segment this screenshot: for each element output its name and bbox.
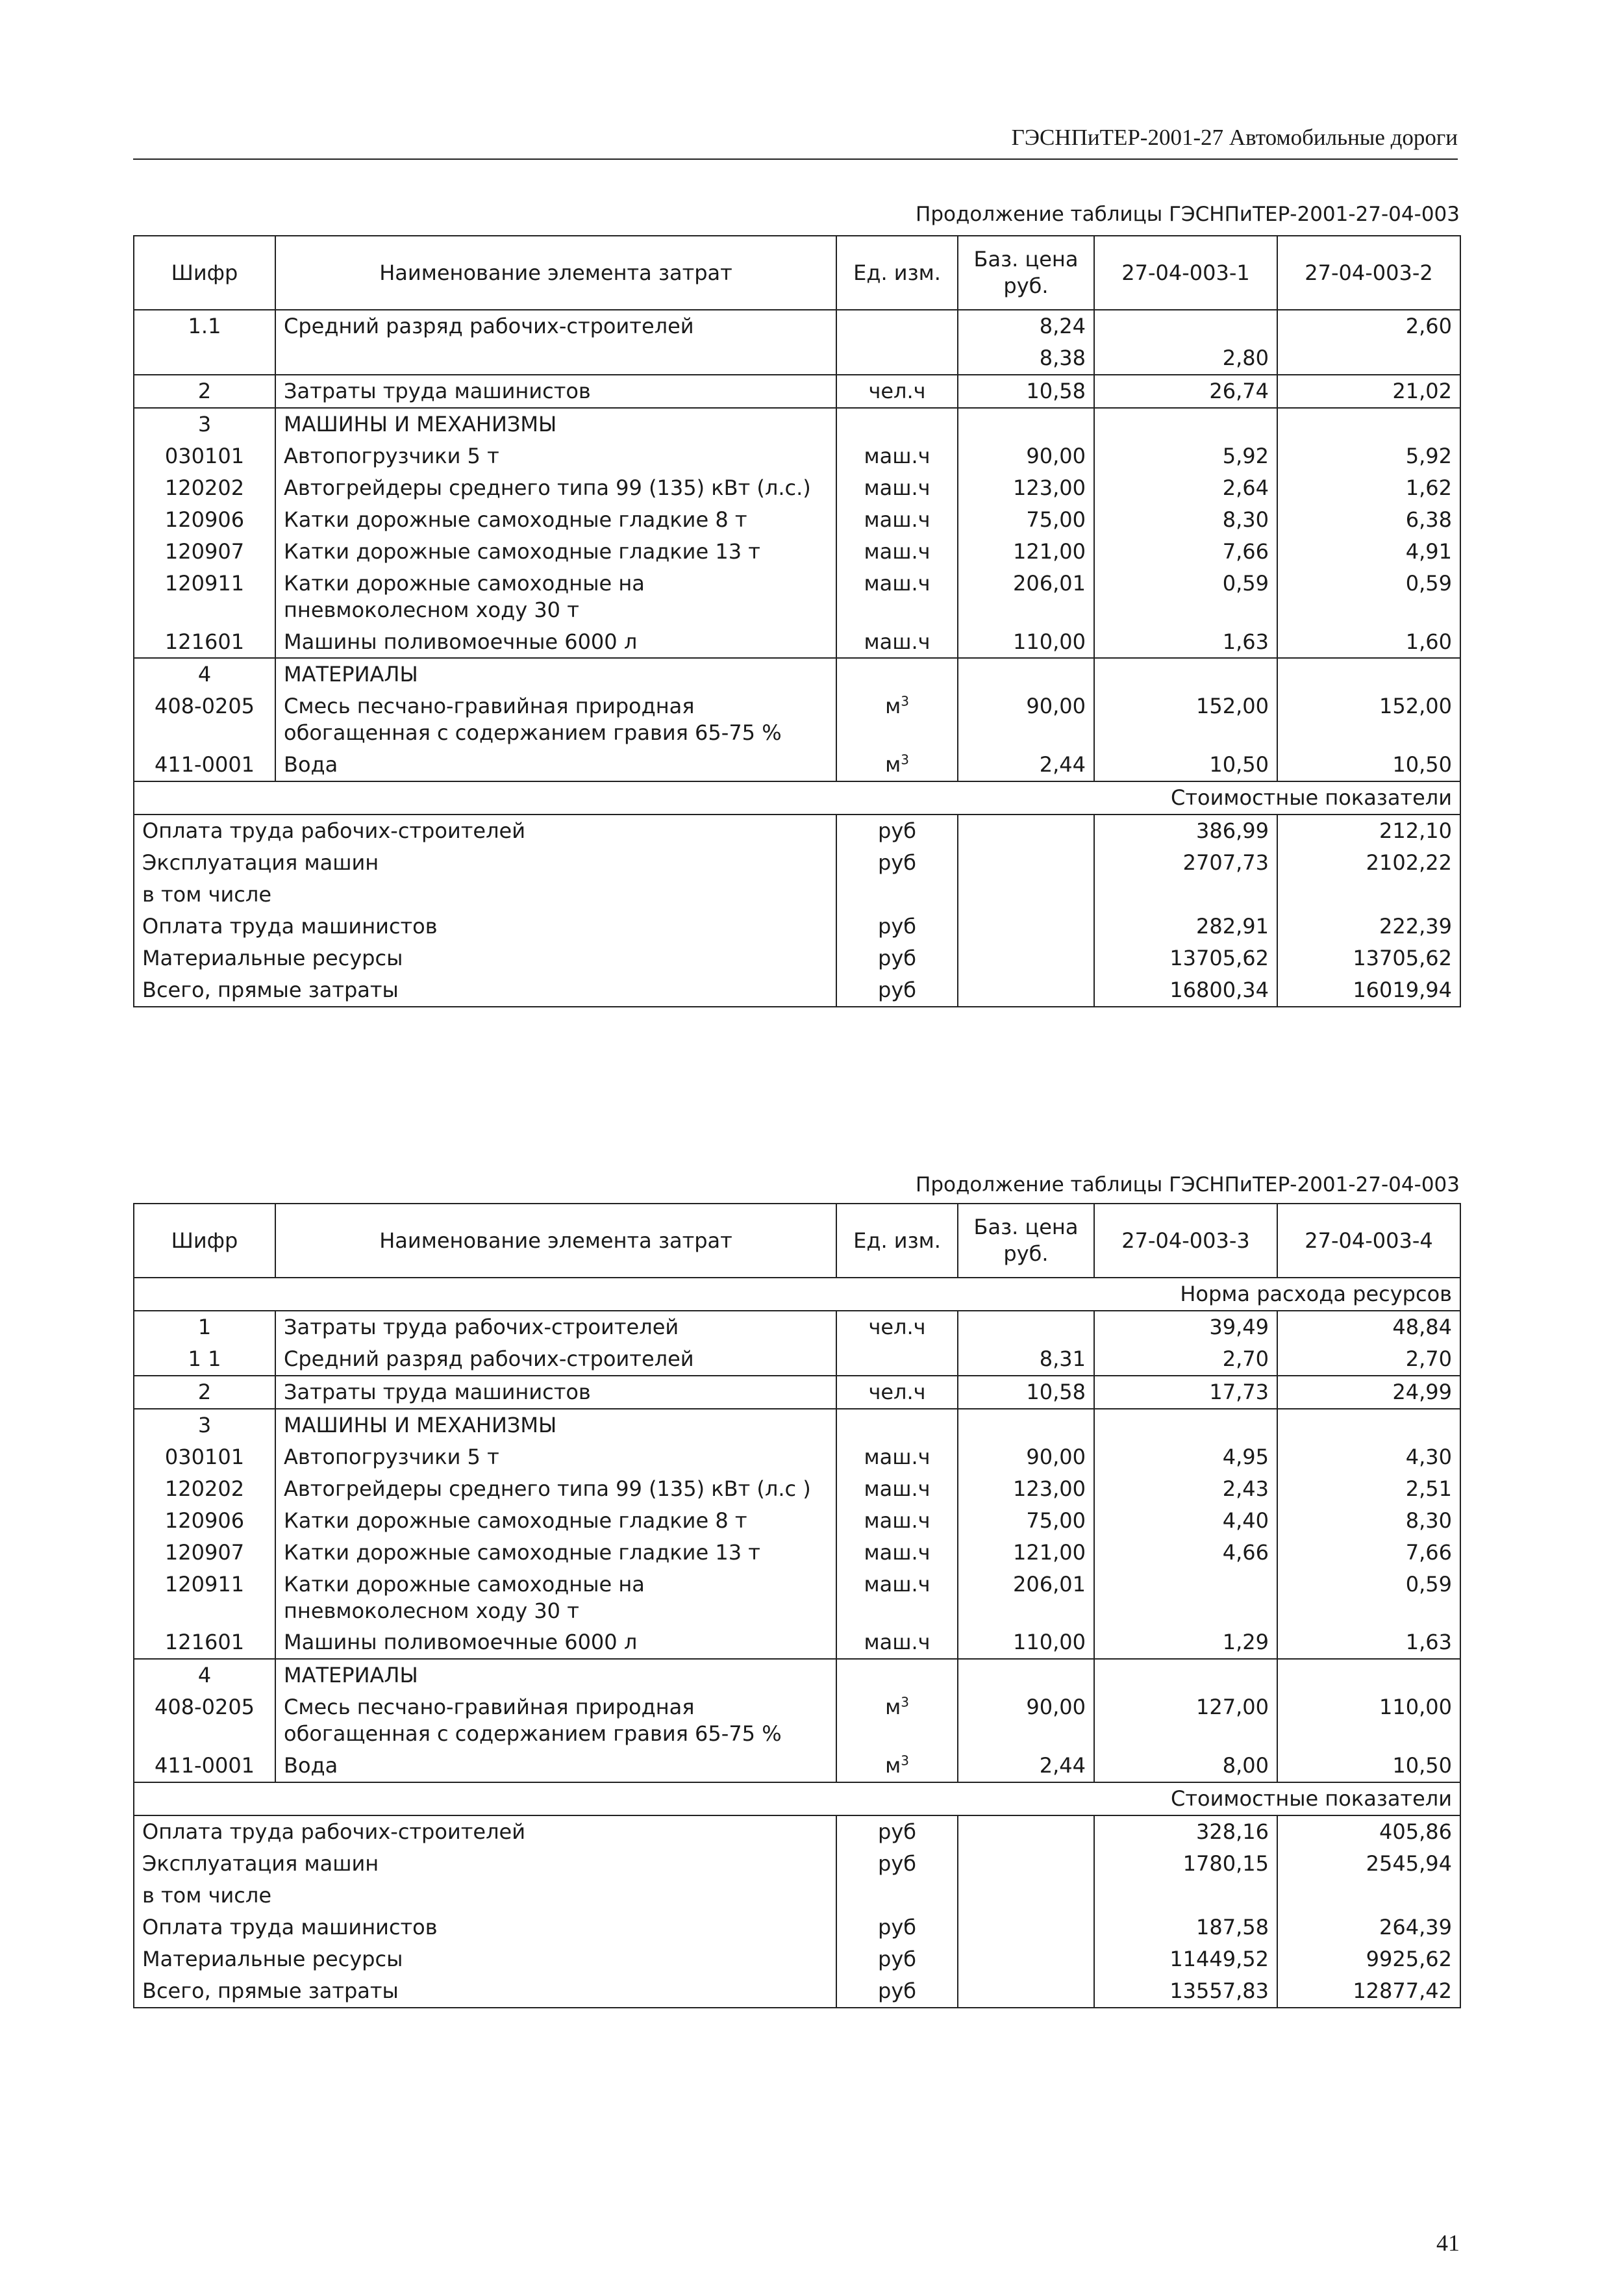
cost-title-row	[134, 781, 1460, 815]
cost-row	[134, 1848, 1460, 1880]
row-value-b: 21,02	[1277, 375, 1460, 408]
row-code: 120907	[134, 536, 275, 568]
row-name	[275, 342, 836, 375]
cost-unit: руб	[836, 1815, 958, 1848]
cost-value-a	[1094, 879, 1277, 911]
row-unit: маш.ч	[836, 472, 958, 504]
cost-empty	[958, 815, 1094, 847]
cost-label: Эксплуатация машин	[134, 1848, 836, 1880]
cost-label: Материальные ресурсы	[134, 1943, 836, 1975]
table-row	[134, 1691, 1460, 1750]
cost-title: Стоимостные показатели	[134, 781, 1460, 815]
row-value-a	[1094, 310, 1277, 342]
row-value-b: 0,59	[1277, 568, 1460, 626]
cost-row	[134, 879, 1460, 911]
row-name: Машины поливомоечные 6000 л	[275, 626, 836, 659]
row-unit	[836, 310, 958, 342]
cost-row	[134, 1943, 1460, 1975]
cost-row	[134, 974, 1460, 1007]
row-value-b: 152,00	[1277, 690, 1460, 749]
column-header: Ед. изм.	[836, 1204, 958, 1278]
row-unit: $м^3$	[836, 1750, 958, 1782]
row-unit: маш.ч	[836, 1569, 958, 1627]
table-header-row	[134, 236, 1460, 310]
row-name: Смесь песчано-гравийная природная обогащенная с содержанием гравия 65-75 %	[275, 1691, 836, 1750]
table-row	[134, 749, 1460, 781]
table-row	[134, 1537, 1460, 1569]
row-name: Катки дорожные самоходные гладкие 13 т	[275, 1537, 836, 1569]
column-header: Наименование элемента затрат	[275, 236, 836, 310]
row-base-price	[958, 408, 1094, 440]
cost-label: в том числе	[134, 1880, 836, 1912]
row-unit	[836, 408, 958, 440]
row-code: 411-0001	[134, 749, 275, 781]
section-title: МАШИНЫ И МЕХАНИЗМЫ	[275, 408, 836, 440]
row-value-b: 8,30	[1277, 1505, 1460, 1537]
cost-unit: руб	[836, 847, 958, 879]
column-header: 27-04-003-2	[1277, 236, 1460, 310]
row-value-a: 5,92	[1094, 440, 1277, 472]
row-unit	[836, 1659, 958, 1691]
cost-unit: руб	[836, 1912, 958, 1943]
cost-label: Всего, прямые затраты	[134, 974, 836, 1007]
row-code: 120907	[134, 1537, 275, 1569]
row-base-price: 10,58	[958, 375, 1094, 408]
norm-title-row	[134, 1278, 1460, 1311]
row-base-price: 110,00	[958, 626, 1094, 659]
row-value-a: 127,00	[1094, 1691, 1277, 1750]
row-unit: $м^3$	[836, 749, 958, 781]
row-unit: чел.ч	[836, 375, 958, 408]
row-name: Автопогрузчики 5 т	[275, 440, 836, 472]
row-value-b: 24,99	[1277, 1376, 1460, 1409]
row-base-price	[958, 1659, 1094, 1691]
table-row	[134, 310, 1460, 342]
page-number: 41	[1436, 2230, 1460, 2256]
cost-unit: руб	[836, 942, 958, 974]
row-value-a: 4,95	[1094, 1441, 1277, 1473]
row-unit: маш.ч	[836, 1537, 958, 1569]
column-header: Баз. цена руб.	[958, 236, 1094, 310]
table-row	[134, 1376, 1460, 1409]
cost-value-a	[1094, 1880, 1277, 1912]
row-base-price: 8,24	[958, 310, 1094, 342]
row-base-price: 123,00	[958, 472, 1094, 504]
row-value-a: 4,40	[1094, 1505, 1277, 1537]
row-code: 2	[134, 375, 275, 408]
column-header: Шифр	[134, 236, 275, 310]
row-value-a: 0,59	[1094, 568, 1277, 626]
cost-empty	[958, 1880, 1094, 1912]
cost-unit: руб	[836, 815, 958, 847]
row-code: 120906	[134, 1505, 275, 1537]
cost-value-b	[1277, 1880, 1460, 1912]
row-code: 120911	[134, 1569, 275, 1627]
row-code: 2	[134, 1376, 275, 1409]
row-value-a: 2,64	[1094, 472, 1277, 504]
row-code: 120202	[134, 472, 275, 504]
norm-title: Норма расхода ресурсов	[134, 1278, 1460, 1311]
cost-value-a: 13705,62	[1094, 942, 1277, 974]
cost-empty	[958, 974, 1094, 1007]
cost-label: Оплата труда машинистов	[134, 911, 836, 942]
cost-empty	[958, 847, 1094, 879]
row-base-price	[958, 658, 1094, 690]
table-row	[134, 1441, 1460, 1473]
row-unit: маш.ч	[836, 1626, 958, 1659]
row-base-price: 110,00	[958, 1626, 1094, 1659]
row-value-b: 110,00	[1277, 1691, 1460, 1750]
cost-value-b: 9925,62	[1277, 1943, 1460, 1975]
cost-value-a: 1780,15	[1094, 1848, 1277, 1880]
row-name: Машины поливомоечные 6000 л	[275, 1626, 836, 1659]
cost-row	[134, 942, 1460, 974]
cost-value-a: 386,99	[1094, 815, 1277, 847]
cost-empty	[958, 1815, 1094, 1848]
row-code: 120906	[134, 504, 275, 536]
row-base-price: 206,01	[958, 568, 1094, 626]
table-row	[134, 1311, 1460, 1343]
row-unit: маш.ч	[836, 536, 958, 568]
row-value-a: 2,80	[1094, 342, 1277, 375]
row-value-b	[1277, 408, 1460, 440]
table-row	[134, 342, 1460, 375]
column-header: Баз. цена руб.	[958, 1204, 1094, 1278]
page-header: ГЭСНПиТЕР-2001-27 Автомобильные дороги	[133, 125, 1458, 160]
table-row	[134, 536, 1460, 568]
row-unit: $м^3$	[836, 1691, 958, 1750]
row-base-price: 10,58	[958, 1376, 1094, 1409]
row-unit: маш.ч	[836, 1473, 958, 1505]
table-row	[134, 690, 1460, 749]
row-code: 3	[134, 1409, 275, 1441]
column-header: Ед. изм.	[836, 236, 958, 310]
row-unit: маш.ч	[836, 440, 958, 472]
row-base-price: 90,00	[958, 440, 1094, 472]
row-name: Затраты труда рабочих-строителей	[275, 1311, 836, 1343]
cost-title-row	[134, 1782, 1460, 1815]
section-title: МАТЕРИАЛЫ	[275, 1659, 836, 1691]
cost-row	[134, 1880, 1460, 1912]
table-row	[134, 375, 1460, 408]
row-base-price: 121,00	[958, 1537, 1094, 1569]
row-value-a	[1094, 1409, 1277, 1441]
row-base-price: 121,00	[958, 536, 1094, 568]
cost-value-a: 11449,52	[1094, 1943, 1277, 1975]
row-value-b	[1277, 1409, 1460, 1441]
cost-value-a: 13557,83	[1094, 1975, 1277, 2008]
row-value-b: 2,70	[1277, 1343, 1460, 1376]
section-row	[134, 658, 1460, 690]
cost-empty	[958, 942, 1094, 974]
row-value-a: 1,29	[1094, 1626, 1277, 1659]
row-code: 1	[134, 1311, 275, 1343]
cost-value-b: 2545,94	[1277, 1848, 1460, 1880]
row-base-price: 90,00	[958, 690, 1094, 749]
cost-value-b: 405,86	[1277, 1815, 1460, 1848]
cost-label: Оплата труда машинистов	[134, 1912, 836, 1943]
row-unit: чел.ч	[836, 1311, 958, 1343]
row-base-price: 206,01	[958, 1569, 1094, 1627]
cost-title: Стоимостные показатели	[134, 1782, 1460, 1815]
table-row	[134, 1626, 1460, 1659]
cost-row	[134, 1975, 1460, 2008]
row-code: 4	[134, 1659, 275, 1691]
row-unit: маш.ч	[836, 626, 958, 659]
row-base-price: 90,00	[958, 1691, 1094, 1750]
row-base-price: 8,38	[958, 342, 1094, 375]
row-unit: $м^3$	[836, 690, 958, 749]
row-name: Катки дорожные самоходные на пневмоколесном ходу 30 т	[275, 1569, 836, 1627]
row-name: Смесь песчано-гравийная природная обогащенная с содержанием гравия 65-75 %	[275, 690, 836, 749]
row-unit: маш.ч	[836, 1505, 958, 1537]
cost-value-a: 187,58	[1094, 1912, 1277, 1943]
row-value-a: 2,70	[1094, 1343, 1277, 1376]
row-code: 120911	[134, 568, 275, 626]
row-unit: маш.ч	[836, 568, 958, 626]
section-title: МАТЕРИАЛЫ	[275, 658, 836, 690]
row-name: Затраты труда машинистов	[275, 1376, 836, 1409]
row-value-a: 4,66	[1094, 1537, 1277, 1569]
row-value-a: 1,63	[1094, 626, 1277, 659]
cost-value-b: 212,10	[1277, 815, 1460, 847]
row-value-b: 1,60	[1277, 626, 1460, 659]
table-row	[134, 1750, 1460, 1782]
row-base-price: 75,00	[958, 504, 1094, 536]
table-caption: Продолжение таблицы ГЭСНПиТЕР-2001-27-04-003	[916, 1173, 1460, 1196]
cost-row	[134, 1912, 1460, 1943]
resource-table-1	[133, 235, 1461, 1007]
cost-unit: руб	[836, 1943, 958, 1975]
row-code: 1 1	[134, 1343, 275, 1376]
row-value-a: 39,49	[1094, 1311, 1277, 1343]
row-code: 3	[134, 408, 275, 440]
section-row	[134, 1409, 1460, 1441]
column-header: Шифр	[134, 1204, 275, 1278]
row-code: 408-0205	[134, 690, 275, 749]
cost-empty	[958, 1912, 1094, 1943]
row-code: 121601	[134, 626, 275, 659]
row-code: 030101	[134, 1441, 275, 1473]
row-value-a	[1094, 658, 1277, 690]
row-name: Средний разряд рабочих-строителей	[275, 1343, 836, 1376]
row-value-b: 48,84	[1277, 1311, 1460, 1343]
row-value-b: 1,63	[1277, 1626, 1460, 1659]
table-caption: Продолжение таблицы ГЭСНПиТЕР-2001-27-04-003	[916, 203, 1460, 226]
row-unit: маш.ч	[836, 1441, 958, 1473]
row-value-b: 5,92	[1277, 440, 1460, 472]
row-code	[134, 342, 275, 375]
row-value-a: 152,00	[1094, 690, 1277, 749]
cost-unit: руб	[836, 1848, 958, 1880]
row-name: Автогрейдеры среднего типа 99 (135) кВт (л.с )	[275, 1473, 836, 1505]
cost-value-b: 222,39	[1277, 911, 1460, 942]
row-name: Затраты труда машинистов	[275, 375, 836, 408]
row-name: Вода	[275, 749, 836, 781]
row-name: Катки дорожные самоходные на пневмоколесном ходу 30 т	[275, 568, 836, 626]
row-value-a	[1094, 1659, 1277, 1691]
row-code: 411-0001	[134, 1750, 275, 1782]
row-unit	[836, 1409, 958, 1441]
cost-empty	[958, 879, 1094, 911]
row-base-price: 2,44	[958, 749, 1094, 781]
table-row	[134, 1343, 1460, 1376]
cost-value-a: 282,91	[1094, 911, 1277, 942]
row-value-a: 10,50	[1094, 749, 1277, 781]
row-base-price: 75,00	[958, 1505, 1094, 1537]
row-value-a: 7,66	[1094, 536, 1277, 568]
table-row	[134, 472, 1460, 504]
cost-label: Материальные ресурсы	[134, 942, 836, 974]
row-code: 030101	[134, 440, 275, 472]
section-row	[134, 408, 1460, 440]
row-value-b	[1277, 342, 1460, 375]
column-header: 27-04-003-3	[1094, 1204, 1277, 1278]
cost-row	[134, 911, 1460, 942]
row-name: Катки дорожные самоходные гладкие 8 т	[275, 504, 836, 536]
row-value-b: 0,59	[1277, 1569, 1460, 1627]
cost-value-b: 2102,22	[1277, 847, 1460, 879]
row-base-price: 90,00	[958, 1441, 1094, 1473]
table-row	[134, 440, 1460, 472]
row-value-a: 17,73	[1094, 1376, 1277, 1409]
cost-unit: руб	[836, 911, 958, 942]
row-value-a	[1094, 1569, 1277, 1627]
cost-unit: руб	[836, 1975, 958, 2008]
section-row	[134, 1659, 1460, 1691]
row-base-price: 8,31	[958, 1343, 1094, 1376]
cost-value-b	[1277, 879, 1460, 911]
row-base-price: 123,00	[958, 1473, 1094, 1505]
cost-value-a: 16800,34	[1094, 974, 1277, 1007]
row-value-b: 2,60	[1277, 310, 1460, 342]
cost-value-b: 16019,94	[1277, 974, 1460, 1007]
row-value-b: 1,62	[1277, 472, 1460, 504]
table-header-row	[134, 1204, 1460, 1278]
cost-row	[134, 1815, 1460, 1848]
resource-table-2	[133, 1203, 1461, 2008]
row-code: 120202	[134, 1473, 275, 1505]
row-value-a: 2,43	[1094, 1473, 1277, 1505]
row-value-b: 10,50	[1277, 749, 1460, 781]
row-name: Автопогрузчики 5 т	[275, 1441, 836, 1473]
cost-label: Эксплуатация машин	[134, 847, 836, 879]
row-name: Автогрейдеры среднего типа 99 (135) кВт (л.с.)	[275, 472, 836, 504]
table-row	[134, 1505, 1460, 1537]
row-value-a: 8,30	[1094, 504, 1277, 536]
cost-value-b: 12877,42	[1277, 1975, 1460, 2008]
column-header: Наименование элемента затрат	[275, 1204, 836, 1278]
row-value-a	[1094, 408, 1277, 440]
row-value-b: 4,30	[1277, 1441, 1460, 1473]
row-value-a: 8,00	[1094, 1750, 1277, 1782]
section-title: МАШИНЫ И МЕХАНИЗМЫ	[275, 1409, 836, 1441]
row-base-price	[958, 1311, 1094, 1343]
row-value-b: 2,51	[1277, 1473, 1460, 1505]
cost-empty	[958, 1975, 1094, 2008]
row-unit: маш.ч	[836, 504, 958, 536]
row-value-b: 10,50	[1277, 1750, 1460, 1782]
cost-empty	[958, 911, 1094, 942]
row-value-b	[1277, 1659, 1460, 1691]
row-name: Катки дорожные самоходные гладкие 13 т	[275, 536, 836, 568]
row-code: 1.1	[134, 310, 275, 342]
row-value-a: 26,74	[1094, 375, 1277, 408]
cost-unit	[836, 1880, 958, 1912]
table-row	[134, 626, 1460, 659]
cost-empty	[958, 1943, 1094, 1975]
row-unit	[836, 658, 958, 690]
cost-value-a: 2707,73	[1094, 847, 1277, 879]
row-value-b: 4,91	[1277, 536, 1460, 568]
cost-label: Оплата труда рабочих-строителей	[134, 815, 836, 847]
row-base-price	[958, 1409, 1094, 1441]
row-unit	[836, 342, 958, 375]
row-name: Вода	[275, 1750, 836, 1782]
cost-unit	[836, 879, 958, 911]
cost-row	[134, 815, 1460, 847]
row-unit: чел.ч	[836, 1376, 958, 1409]
row-unit	[836, 1343, 958, 1376]
column-header: 27-04-003-1	[1094, 236, 1277, 310]
cost-row	[134, 847, 1460, 879]
row-value-b: 6,38	[1277, 504, 1460, 536]
row-value-b: 7,66	[1277, 1537, 1460, 1569]
table-row	[134, 568, 1460, 626]
cost-empty	[958, 1848, 1094, 1880]
row-code: 4	[134, 658, 275, 690]
cost-label: в том числе	[134, 879, 836, 911]
table-row	[134, 504, 1460, 536]
cost-unit: руб	[836, 974, 958, 1007]
row-code: 408-0205	[134, 1691, 275, 1750]
row-value-b	[1277, 658, 1460, 690]
cost-value-b: 13705,62	[1277, 942, 1460, 974]
cost-value-a: 328,16	[1094, 1815, 1277, 1848]
cost-value-b: 264,39	[1277, 1912, 1460, 1943]
cost-label: Всего, прямые затраты	[134, 1975, 836, 2008]
table-row	[134, 1473, 1460, 1505]
row-base-price: 2,44	[958, 1750, 1094, 1782]
row-name: Катки дорожные самоходные гладкие 8 т	[275, 1505, 836, 1537]
cost-label: Оплата труда рабочих-строителей	[134, 1815, 836, 1848]
row-name: Средний разряд рабочих-строителей	[275, 310, 836, 342]
column-header: 27-04-003-4	[1277, 1204, 1460, 1278]
table-row	[134, 1569, 1460, 1627]
row-code: 121601	[134, 1626, 275, 1659]
